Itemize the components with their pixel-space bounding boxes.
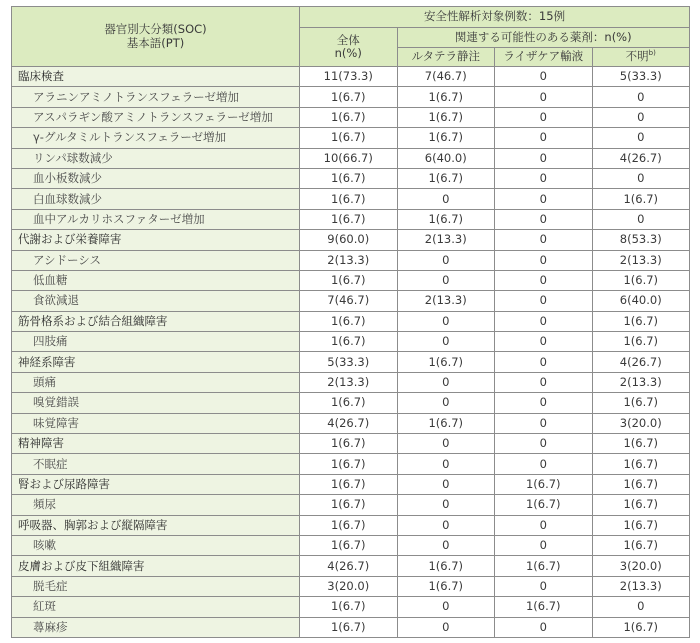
lysakare-cell: 0	[495, 454, 593, 474]
lutathera-cell: 0	[397, 311, 495, 331]
soc-row	[12, 434, 690, 454]
unknown-cell: 0	[592, 128, 690, 148]
lutathera-cell: 0	[397, 250, 495, 270]
lysakare-cell: 0	[495, 515, 593, 535]
event-name-cell: 低血糖	[12, 270, 300, 290]
event-name-cell: 不眠症	[12, 454, 300, 474]
pt-row	[12, 535, 690, 555]
table-header	[12, 7, 690, 67]
lutathera-cell: 0	[397, 434, 495, 454]
unknown-cell: 0	[592, 168, 690, 188]
unknown-cell: 3(20.0)	[592, 556, 690, 576]
lysakare-cell: 1(6.7)	[495, 556, 593, 576]
total-cell: 1(6.7)	[300, 311, 398, 331]
total-cell: 4(26.7)	[300, 556, 398, 576]
lutathera-cell: 0	[397, 515, 495, 535]
total-cell: 1(6.7)	[300, 168, 398, 188]
lutathera-cell: 0	[397, 597, 495, 617]
lutathera-cell: 0	[397, 189, 495, 209]
pt-row	[12, 148, 690, 168]
soc-label: 器官別大分類(SOC)	[104, 22, 207, 37]
lutathera-header: ルタテラ静注	[397, 48, 495, 67]
pt-row	[12, 250, 690, 270]
lutathera-cell: 0	[397, 393, 495, 413]
lysakare-cell: 0	[495, 250, 593, 270]
event-name-cell: アシドーシス	[12, 250, 300, 270]
lutathera-cell: 0	[397, 332, 495, 352]
event-name-cell: 頻尿	[12, 495, 300, 515]
unknown-cell: 1(6.7)	[592, 434, 690, 454]
lysakare-cell: 0	[495, 270, 593, 290]
lutathera-cell: 7(46.7)	[397, 67, 495, 87]
lysakare-cell: 0	[495, 209, 593, 229]
lutathera-cell: 0	[397, 270, 495, 290]
pt-row	[12, 597, 690, 617]
unknown-cell: 1(6.7)	[592, 270, 690, 290]
event-name-cell: 味覚障害	[12, 413, 300, 433]
total-cell: 1(6.7)	[300, 597, 398, 617]
unknown-cell: 4(26.7)	[592, 148, 690, 168]
total-cell: 3(20.0)	[300, 576, 398, 596]
soc-row	[12, 311, 690, 331]
lutathera-cell: 1(6.7)	[397, 168, 495, 188]
lysakare-cell: 0	[495, 434, 593, 454]
event-name-cell: 筋骨格系および結合組織障害	[12, 311, 300, 331]
total-cell: 1(6.7)	[300, 393, 398, 413]
related-drug-header: 関連する可能性のある薬剤：n(%)	[397, 28, 690, 48]
total-cell: 1(6.7)	[300, 209, 398, 229]
lysakare-cell: 1(6.7)	[495, 597, 593, 617]
lutathera-cell: 0	[397, 535, 495, 555]
total-cell: 11(73.3)	[300, 67, 398, 87]
total-cell: 1(6.7)	[300, 87, 398, 107]
event-name-cell: 頭痛	[12, 372, 300, 392]
pt-row	[12, 128, 690, 148]
total-cell: 1(6.7)	[300, 107, 398, 127]
unknown-cell: 0	[592, 87, 690, 107]
lysakare-cell: 0	[495, 352, 593, 372]
lutathera-cell: 1(6.7)	[397, 352, 495, 372]
lutathera-cell: 1(6.7)	[397, 556, 495, 576]
event-name-cell: 紅斑	[12, 597, 300, 617]
event-name-cell: 食欲減退	[12, 291, 300, 311]
unknown-cell: 1(6.7)	[592, 617, 690, 637]
pt-row	[12, 87, 690, 107]
event-name-cell: 臨床検査	[12, 67, 300, 87]
soc-row	[12, 67, 690, 87]
unknown-cell: 1(6.7)	[592, 454, 690, 474]
pt-row	[12, 393, 690, 413]
unknown-cell: 6(40.0)	[592, 291, 690, 311]
lysakare-cell: 0	[495, 393, 593, 413]
pt-row	[12, 413, 690, 433]
pt-row	[12, 495, 690, 515]
unknown-cell: 1(6.7)	[592, 535, 690, 555]
pt-row	[12, 372, 690, 392]
total-label: 全体	[336, 32, 360, 47]
event-name-cell: アラニンアミノトランスフェラーゼ増加	[12, 87, 300, 107]
total-header	[300, 28, 398, 67]
lutathera-cell: 1(6.7)	[397, 209, 495, 229]
unknown-header	[592, 48, 690, 67]
total-cell: 1(6.7)	[300, 434, 398, 454]
total-cell: 10(66.7)	[300, 148, 398, 168]
total-cell: 1(6.7)	[300, 535, 398, 555]
pt-row	[12, 291, 690, 311]
event-name-cell: 四肢痛	[12, 332, 300, 352]
total-cell: 1(6.7)	[300, 474, 398, 494]
unknown-cell: 1(6.7)	[592, 189, 690, 209]
event-name-cell: 精神障害	[12, 434, 300, 454]
lutathera-cell: 1(6.7)	[397, 576, 495, 596]
unknown-cell: 1(6.7)	[592, 393, 690, 413]
event-name-cell: 呼吸器、胸郭および縦隔障害	[12, 515, 300, 535]
lutathera-cell: 0	[397, 372, 495, 392]
lutathera-cell: 1(6.7)	[397, 128, 495, 148]
total-cell: 2(13.3)	[300, 372, 398, 392]
pt-row	[12, 576, 690, 596]
unknown-cell: 0	[592, 209, 690, 229]
event-name-cell: 神経系障害	[12, 352, 300, 372]
lysakare-cell: 0	[495, 230, 593, 250]
unknown-cell: 2(13.3)	[592, 576, 690, 596]
lysakare-cell: 0	[495, 107, 593, 127]
pt-row	[12, 332, 690, 352]
lysakare-cell: 0	[495, 413, 593, 433]
soc-row	[12, 474, 690, 494]
event-name-cell: 皮膚および皮下組織障害	[12, 556, 300, 576]
event-name-cell: 白血球数減少	[12, 189, 300, 209]
unknown-cell: 5(33.3)	[592, 67, 690, 87]
lutathera-cell: 1(6.7)	[397, 107, 495, 127]
footnote-marker: b)	[648, 49, 656, 58]
unknown-cell: 2(13.3)	[592, 250, 690, 270]
soc-row	[12, 230, 690, 250]
lysakare-cell: 0	[495, 311, 593, 331]
total-cell: 1(6.7)	[300, 495, 398, 515]
total-cell: 4(26.7)	[300, 413, 398, 433]
lysakare-cell: 0	[495, 617, 593, 637]
unknown-cell: 1(6.7)	[592, 332, 690, 352]
soc-row	[12, 352, 690, 372]
unknown-cell: 2(13.3)	[592, 372, 690, 392]
table-body	[12, 67, 690, 638]
pt-row	[12, 209, 690, 229]
event-name-cell: 嗅覚錯誤	[12, 393, 300, 413]
lysakare-cell: 0	[495, 576, 593, 596]
total-cell: 2(13.3)	[300, 250, 398, 270]
pt-row	[12, 107, 690, 127]
lysakare-cell: 0	[495, 168, 593, 188]
pt-row	[12, 617, 690, 637]
lutathera-cell: 0	[397, 474, 495, 494]
soc-row	[12, 556, 690, 576]
total-cell: 1(6.7)	[300, 617, 398, 637]
event-name-cell: γ-グルタミルトランスフェラーゼ増加	[12, 128, 300, 148]
adverse-events-table	[11, 6, 690, 638]
unknown-cell: 1(6.7)	[592, 495, 690, 515]
unknown-cell: 8(53.3)	[592, 230, 690, 250]
total-cell: 9(60.0)	[300, 230, 398, 250]
unknown-cell: 0	[592, 597, 690, 617]
soc-row	[12, 515, 690, 535]
event-name-cell: アスパラギン酸アミノトランスフェラーゼ増加	[12, 107, 300, 127]
total-cell: 1(6.7)	[300, 454, 398, 474]
event-name-cell: 血小板数減少	[12, 168, 300, 188]
lysakare-cell: 0	[495, 535, 593, 555]
event-name-cell: 血中アルカリホスファターゼ増加	[12, 209, 300, 229]
lutathera-cell: 0	[397, 495, 495, 515]
total-cell: 1(6.7)	[300, 515, 398, 535]
lysakare-cell: 0	[495, 372, 593, 392]
event-name-cell: 咳嗽	[12, 535, 300, 555]
pt-row	[12, 189, 690, 209]
lysakare-header: ライザケア輸液	[495, 48, 593, 67]
total-unit: n(%)	[334, 46, 362, 60]
total-cell: 1(6.7)	[300, 270, 398, 290]
event-name-cell: 腎および尿路障害	[12, 474, 300, 494]
unknown-cell: 0	[592, 107, 690, 127]
lysakare-cell: 0	[495, 148, 593, 168]
unknown-label: 不明	[625, 49, 649, 64]
lutathera-cell: 6(40.0)	[397, 148, 495, 168]
lysakare-cell: 1(6.7)	[495, 474, 593, 494]
unknown-cell: 3(20.0)	[592, 413, 690, 433]
lysakare-cell: 0	[495, 87, 593, 107]
pt-row	[12, 168, 690, 188]
lutathera-cell: 1(6.7)	[397, 87, 495, 107]
unknown-cell: 1(6.7)	[592, 515, 690, 535]
total-cell: 1(6.7)	[300, 128, 398, 148]
event-name-cell: リンパ球数減少	[12, 148, 300, 168]
unknown-cell: 4(26.7)	[592, 352, 690, 372]
lysakare-cell: 0	[495, 291, 593, 311]
lutathera-cell: 0	[397, 454, 495, 474]
soc-pt-header	[12, 7, 300, 67]
lysakare-cell: 1(6.7)	[495, 495, 593, 515]
lutathera-cell: 0	[397, 617, 495, 637]
total-cell: 1(6.7)	[300, 189, 398, 209]
unknown-cell: 1(6.7)	[592, 311, 690, 331]
lysakare-cell: 0	[495, 332, 593, 352]
event-name-cell: 脱毛症	[12, 576, 300, 596]
total-cell: 7(46.7)	[300, 291, 398, 311]
event-name-cell: 代謝および栄養障害	[12, 230, 300, 250]
lysakare-cell: 0	[495, 67, 593, 87]
lutathera-cell: 1(6.7)	[397, 413, 495, 433]
pt-row	[12, 270, 690, 290]
pt-label: 基本語(PT)	[126, 35, 185, 50]
lutathera-cell: 2(13.3)	[397, 291, 495, 311]
event-name-cell: 蕁麻疹	[12, 617, 300, 637]
total-cell: 5(33.3)	[300, 352, 398, 372]
population-header: 安全性解析対象例数：15例	[300, 7, 690, 28]
lutathera-cell: 2(13.3)	[397, 230, 495, 250]
lysakare-cell: 0	[495, 128, 593, 148]
pt-row	[12, 454, 690, 474]
total-cell: 1(6.7)	[300, 332, 398, 352]
lysakare-cell: 0	[495, 189, 593, 209]
unknown-cell: 1(6.7)	[592, 474, 690, 494]
